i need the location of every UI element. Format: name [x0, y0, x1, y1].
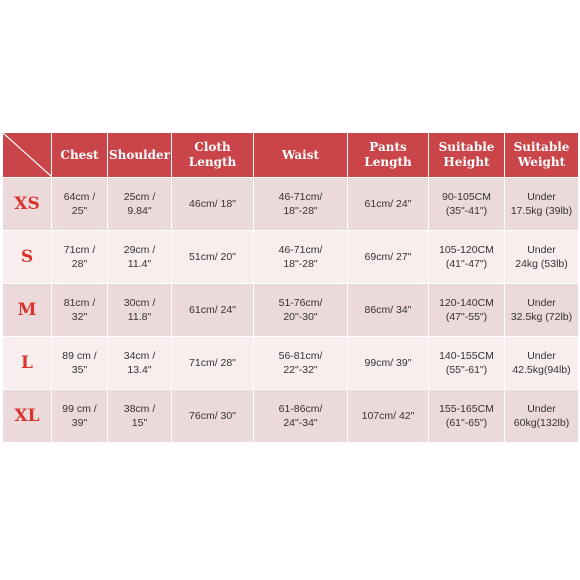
header-cloth-length-line2: Length [188, 155, 237, 169]
header-pants-length-line2: Length [364, 155, 412, 169]
chest-cm: 89 cm / [62, 350, 97, 362]
height-cm: 155-165CM [439, 403, 494, 415]
waist-cm: 46-71cm/ [278, 191, 323, 203]
size-label: XS [3, 178, 52, 231]
weight-cell [505, 337, 579, 390]
chest-cm: 99 cm / [62, 403, 97, 415]
height-cell [429, 178, 505, 231]
header-chest [52, 133, 108, 178]
size-label: M [3, 284, 52, 337]
height-cm: 90-105CM [441, 191, 492, 203]
header-suitable-height [429, 133, 505, 178]
height-in: (61"-65") [445, 417, 488, 429]
header-suitable-weight-line1: Suitable [513, 140, 570, 154]
weight-prefix: Under [527, 350, 556, 362]
chest-in: 25" [71, 205, 88, 217]
waist-cell [254, 337, 348, 390]
shoulder-cell [108, 231, 172, 284]
height-in: (55"-61") [445, 364, 488, 376]
chest-in: 32" [71, 311, 88, 323]
weight-cell [505, 231, 579, 284]
cloth-length-cell: 76cm/ 30" [172, 390, 254, 443]
weight-value: 32.5kg (72lb) [510, 311, 573, 323]
waist-in: 24"-34" [283, 417, 318, 429]
weight-value: 17.5kg (39lb) [510, 205, 573, 217]
height-cell [429, 390, 505, 443]
height-cm: 140-155CM [439, 350, 494, 362]
chest-cell [52, 178, 108, 231]
shoulder-in: 11.4" [127, 258, 152, 270]
shoulder-cell [108, 337, 172, 390]
weight-prefix: Under [527, 244, 556, 256]
height-cm: 105-120CM [439, 244, 494, 256]
header-waist-label: Waist [281, 147, 320, 162]
waist-cell [254, 231, 348, 284]
height-in: (35"-41") [445, 205, 488, 217]
waist-cell [254, 284, 348, 337]
header-pants-length-line1: Pants [369, 140, 407, 154]
weight-value: 42.5kg(94lb) [512, 364, 571, 376]
height-cell [429, 284, 505, 337]
shoulder-cm: 34cm / [123, 350, 156, 362]
pants-length-cell: 107cm/ 42" [348, 390, 429, 443]
header-suitable-weight-line2: Weight [517, 155, 566, 169]
shoulder-cm: 29cm / [123, 244, 156, 256]
waist-cm: 51-76cm/ [278, 297, 323, 309]
weight-prefix: Under [527, 191, 556, 203]
header-shoulder-label: Shoulder [108, 147, 171, 162]
chest-in: 28" [71, 258, 88, 270]
chest-cell [52, 337, 108, 390]
shoulder-cm: 38cm / [123, 403, 156, 415]
waist-in: 18"-28" [283, 205, 318, 217]
chest-cm: 81cm / [63, 297, 96, 309]
waist-cell [254, 390, 348, 443]
chest-in: 35" [71, 364, 88, 376]
weight-cell [505, 284, 579, 337]
table-row [3, 178, 579, 231]
pants-length-cell: 86cm/ 34" [348, 284, 429, 337]
diagonal-line-icon [3, 133, 52, 177]
weight-value: 60kg(132lb) [513, 417, 570, 429]
table-row [3, 337, 579, 390]
shoulder-in: 11.8" [127, 311, 152, 323]
chest-in: 39" [71, 417, 88, 429]
height-cell [429, 337, 505, 390]
chest-cm: 64cm / [63, 191, 96, 203]
size-label: S [3, 231, 52, 284]
waist-cm: 56-81cm/ [278, 350, 323, 362]
header-suitable-height-line2: Height [443, 155, 490, 169]
table-row [3, 231, 579, 284]
table-row [3, 390, 579, 443]
shoulder-cell [108, 178, 172, 231]
header-chest-label: Chest [60, 147, 99, 162]
shoulder-in: 15" [131, 417, 148, 429]
weight-prefix: Under [527, 403, 556, 415]
header-cloth-length [172, 133, 254, 178]
pants-length-cell: 61cm/ 24" [348, 178, 429, 231]
header-shoulder [108, 133, 172, 178]
waist-in: 22"-32" [283, 364, 318, 376]
shoulder-cm: 25cm / [123, 191, 156, 203]
weight-prefix: Under [527, 297, 556, 309]
header-suitable-weight [505, 133, 579, 178]
shoulder-cell [108, 284, 172, 337]
size-chart-table [3, 133, 579, 443]
header-suitable-height-line1: Suitable [438, 140, 495, 154]
weight-cell [505, 178, 579, 231]
header-pants-length [348, 133, 429, 178]
shoulder-cm: 30cm / [123, 297, 156, 309]
size-label: XL [3, 390, 52, 443]
size-label: L [3, 337, 52, 390]
waist-cell [254, 178, 348, 231]
header-row [3, 133, 579, 178]
shoulder-in: 9.84" [127, 205, 152, 217]
chest-cell [52, 390, 108, 443]
corner-cell [3, 133, 52, 178]
pants-length-cell: 69cm/ 27" [348, 231, 429, 284]
chest-cell [52, 231, 108, 284]
height-in: (41"-47") [445, 258, 488, 270]
waist-in: 20"-30" [283, 311, 318, 323]
shoulder-in: 13.4" [127, 364, 152, 376]
waist-cm: 46-71cm/ [278, 244, 323, 256]
header-waist [254, 133, 348, 178]
height-in: (47"-55") [445, 311, 488, 323]
header-cloth-length-line1: Cloth [194, 140, 231, 154]
cloth-length-cell: 61cm/ 24" [172, 284, 254, 337]
chest-cell [52, 284, 108, 337]
shoulder-cell [108, 390, 172, 443]
height-cm: 120-140CM [439, 297, 494, 309]
waist-in: 18"-28" [283, 258, 318, 270]
height-cell [429, 231, 505, 284]
weight-value: 24kg (53lb) [515, 258, 568, 270]
pants-length-cell: 99cm/ 39" [348, 337, 429, 390]
weight-cell [505, 390, 579, 443]
cloth-length-cell: 71cm/ 28" [172, 337, 254, 390]
cloth-length-cell: 46cm/ 18" [172, 178, 254, 231]
table-row [3, 284, 579, 337]
chest-cm: 71cm / [63, 244, 96, 256]
waist-cm: 61-86cm/ [278, 403, 323, 415]
cloth-length-cell: 51cm/ 20" [172, 231, 254, 284]
